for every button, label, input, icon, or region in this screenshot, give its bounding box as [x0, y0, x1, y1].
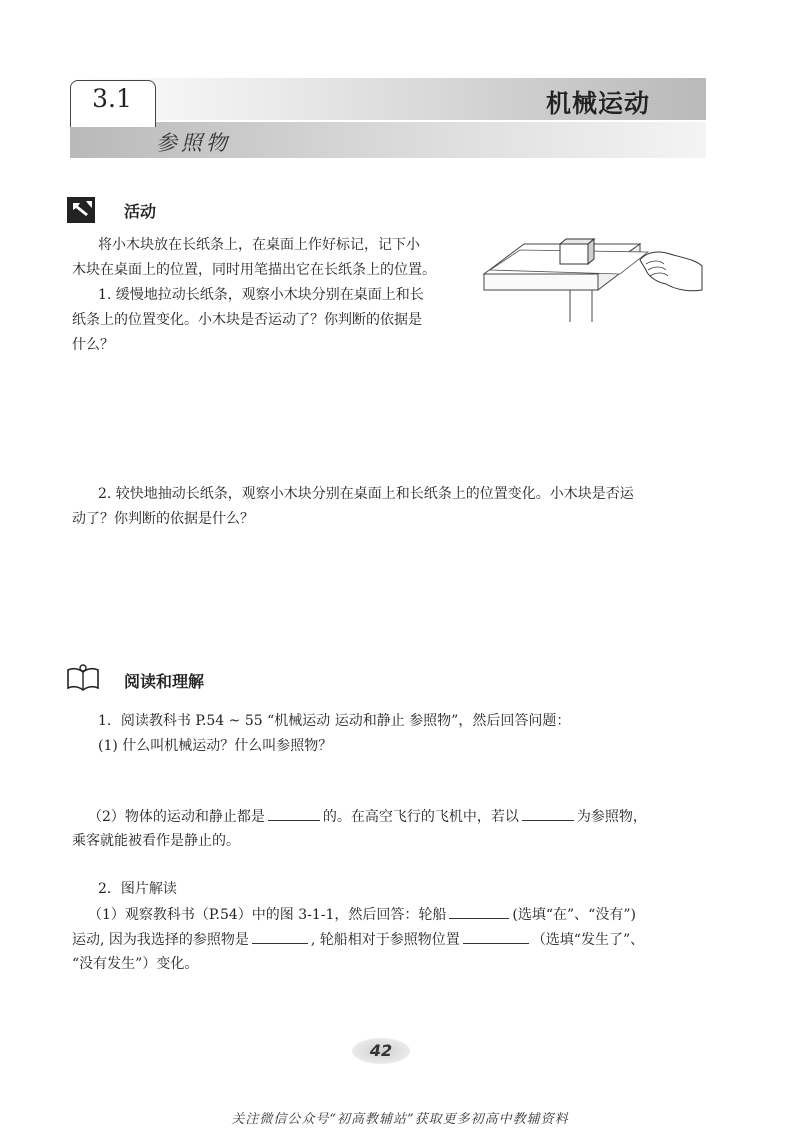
answer-blank-5[interactable] — [463, 927, 529, 944]
item2-text-d: , 轮船相对于参照物位置 — [310, 932, 460, 948]
activity-q1-line1: 1. 缓慢地拉动长纸条，观察小木块分别在桌面上和长 — [98, 287, 424, 303]
page-number: 42 — [369, 1041, 393, 1060]
reading-item2-q1-line3: “没有发生”）变化。 — [72, 956, 199, 972]
open-book-icon — [66, 664, 100, 692]
reading-item2-q1-line1 — [88, 902, 636, 928]
footer-note: 关注微信公众号“初高教辅站”获取更多初高中教辅资料 — [231, 1112, 569, 1127]
activity-heading: 活动 — [124, 202, 157, 221]
reading-item1-q1: (1) 什么叫机械运动？什么叫参照物？ — [98, 738, 333, 754]
block-on-paper-illustration — [480, 230, 710, 330]
section-number: 3.1 — [92, 84, 132, 113]
item2-text-e: （选填“发生了”、 — [531, 932, 645, 948]
reading-item1-q2 — [88, 804, 647, 830]
q2-text-b: 的。在高空飞行的飞机中，若以 — [322, 809, 519, 825]
reading-item2-q1-line2 — [72, 927, 644, 953]
q2-text-c: 为参照物， — [576, 809, 647, 825]
q2-text-a: （2）物体的运动和静止都是 — [88, 809, 265, 825]
reading-heading: 阅读和理解 — [124, 672, 205, 691]
activity-q1-line2: 纸条上的位置变化。小木块是否运动了？你判断的依据是 — [72, 312, 422, 328]
answer-blank-2[interactable] — [522, 804, 574, 821]
item2-text-b: (选填“在”、“没有”) — [512, 907, 636, 923]
activity-intro-line2: 木块在桌面上的位置，同时用笔描出它在长纸条上的位置。 — [72, 262, 436, 278]
reading-item2-title: 2．图片解读 — [98, 881, 177, 897]
item2-text-c: 运动, 因为我选择的参照物是 — [72, 932, 249, 948]
answer-blank-1[interactable] — [268, 804, 320, 821]
answer-blank-3[interactable] — [449, 902, 509, 919]
activity-q2-line1: 2. 较快地抽动长纸条，观察小木块分别在桌面上和长纸条上的位置变化。小木块是否运 — [98, 486, 634, 502]
activity-q2-line2: 动了？你判断的依据是什么？ — [72, 511, 254, 527]
activity-icon — [66, 196, 98, 224]
chapter-title: 机械运动 — [545, 89, 650, 118]
sub-title: 参照物 — [156, 131, 231, 155]
activity-q1-line3: 什么？ — [72, 337, 114, 353]
item2-text-a: （1）观察教科书（P.54）中的图 3-1-1，然后回答：轮船 — [88, 907, 447, 923]
answer-blank-4[interactable] — [252, 927, 308, 944]
reading-item1-q2-line2: 乘客就能被看作是静止的。 — [72, 833, 240, 849]
reading-item1: 1．阅读教科书 P.54 ~ 55 “机械运动 运动和静止 参照物”，然后回答问题： — [98, 713, 571, 729]
activity-intro-line1: 将小木块放在长纸条上，在桌面上作好标记，记下小 — [98, 237, 420, 253]
